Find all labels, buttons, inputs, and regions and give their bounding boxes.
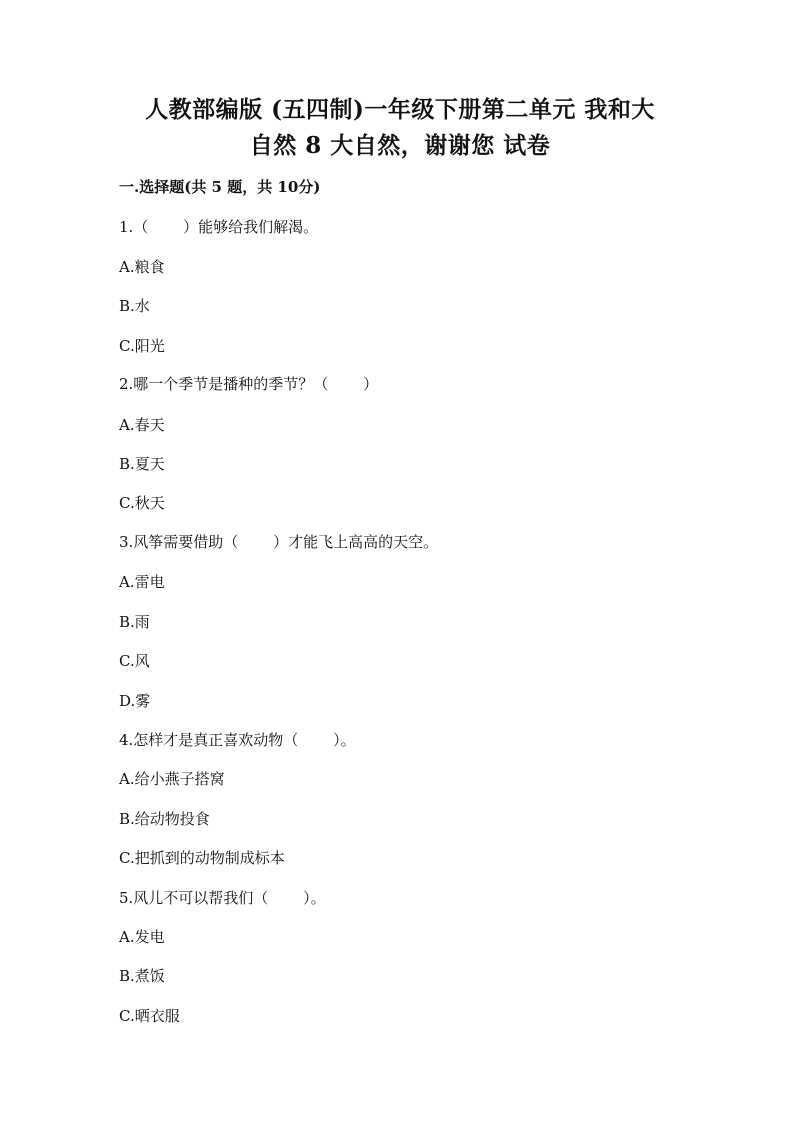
question-3-option-a: A.雷电: [119, 573, 165, 591]
question-4-stem: 4.怎样才是真正喜欢动物（ ）。: [119, 731, 356, 749]
question-3-stem: 3.风筝需要借助（ ）才能飞上高高的天空。: [119, 533, 439, 551]
question-2-option-b: B.夏天: [119, 455, 165, 473]
question-4-option-a: A.给小燕子搭窝: [119, 770, 225, 788]
exam-title-line-1: 人教部编版 (五四制)一年级下册第二单元 我和大: [145, 96, 655, 123]
exam-title: [100, 92, 700, 164]
question-5-option-a: A.发电: [119, 928, 165, 946]
question-1-option-b: B.水: [119, 297, 150, 315]
question-1-stem: 1.（ ）能够给我们解渴。: [119, 218, 319, 236]
question-5-stem: 5.风儿不可以帮我们（ ）。: [119, 889, 326, 907]
question-3-option-b: B.雨: [119, 613, 150, 631]
question-1-option-c: C.阳光: [119, 337, 165, 355]
question-3-option-c: C.风: [119, 652, 150, 670]
question-2-stem: 2.哪一个季节是播种的季节？（ ）: [119, 375, 379, 393]
question-5-option-c: C.晒衣服: [119, 1007, 180, 1025]
question-2-option-c: C.秋天: [119, 494, 165, 512]
question-2-option-a: A.春天: [119, 416, 165, 434]
question-5-option-b: B.煮饭: [119, 967, 165, 985]
question-3-option-d: D.雾: [119, 692, 151, 710]
section-heading: 一.选择题(共 5 题，共 10分): [119, 178, 321, 196]
question-4-option-b: B.给动物投食: [119, 810, 210, 828]
question-4-option-c: C.把抓到的动物制成标本: [119, 849, 285, 867]
exam-title-line-2: 自然 8 大自然，谢谢您 试卷: [249, 132, 551, 159]
question-1-option-a: A.粮食: [119, 258, 165, 276]
